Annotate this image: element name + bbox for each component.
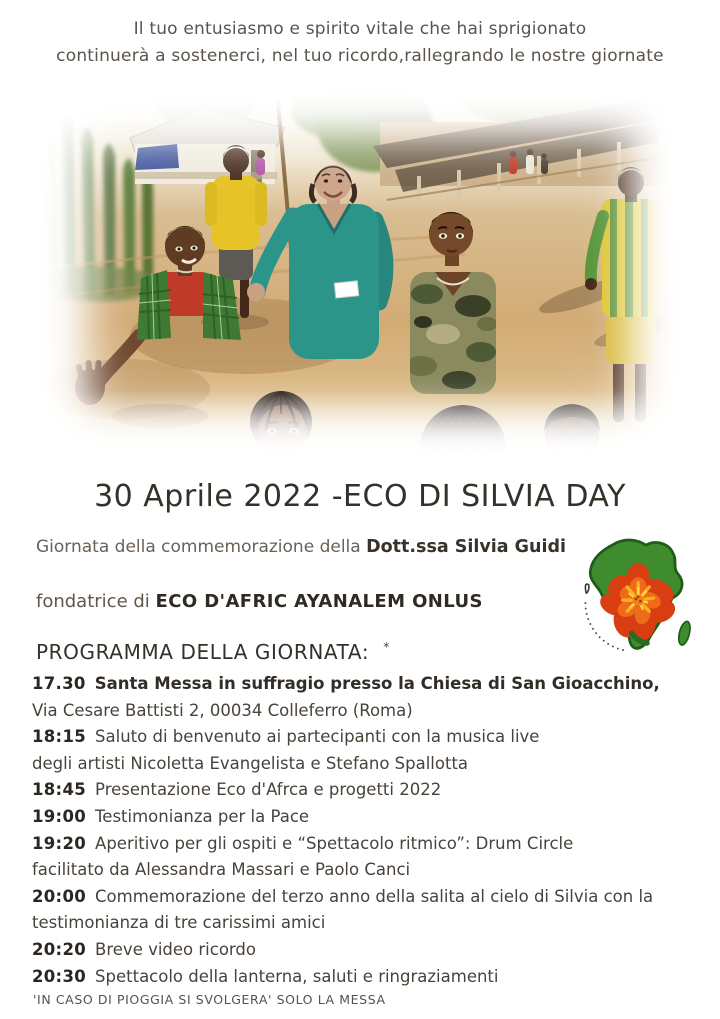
program-time: 20:00 (32, 886, 87, 906)
program-item (32, 724, 714, 777)
program-time: 17.30 (32, 674, 86, 693)
program-text: Santa Messa in suffragio presso la Chiesa di San Gioacchino, (94, 674, 660, 693)
memorial-photo (35, 84, 685, 470)
quote-line-1: Il tuo entusiasmo e spirito vitale che hai sprigionato (133, 19, 587, 39)
program-text: Spettacolo della lanterna, saluti e ringraziamenti (95, 966, 499, 986)
program-text: Saluto di benvenuto ai partecipanti con la musica live (95, 727, 540, 747)
program-note-asterisk: * (383, 640, 390, 655)
program-item (32, 777, 714, 804)
program-item (32, 937, 714, 964)
program-text-continued: facilitato da Alessandra Massari e Paolo Canci (32, 860, 411, 880)
program-time: 19:00 (32, 806, 87, 826)
program-text-continued: degli artisti Nicoletta Evangelista e Stefano Spallotta (32, 753, 469, 773)
subtitle-text: Giornata della commemorazione della (36, 537, 367, 557)
program-time: 19:20 (32, 833, 87, 853)
program-text-continued: Via Cesare Battisti 2, 00034 Colleferro (Roma) (32, 700, 413, 720)
program-heading-text: PROGRAMMA DELLA GIORNATA: (36, 640, 370, 664)
program-item (32, 804, 714, 831)
program-item (32, 884, 714, 937)
quote-line-2: continuerà a sostenerci, nel tuo ricordo,rallegrando le nostre giornate (56, 46, 664, 67)
program-text: Presentazione Eco d'Afrca e progetti 2022 (95, 780, 442, 800)
program-text: Breve video ricordo (95, 939, 256, 959)
program-time: 18:45 (32, 780, 87, 800)
photo-illustration (35, 84, 685, 470)
program-text: Aperitivo per gli ospiti e “Spettacolo ritmico”: Drum Circle (95, 833, 574, 853)
distant-child (256, 150, 265, 175)
program-text-continued: testimonianza di tre carissimi amici (32, 913, 326, 933)
founder-text: fondatrice di (36, 591, 156, 612)
memorial-quote (10, 16, 710, 70)
org-name: ECO D'AFRIC AYANALEM ONLUS (155, 591, 483, 612)
program-text: Commemorazione del terzo anno della salita al cielo di Silvia con la (95, 886, 654, 906)
program-time: 18:15 (32, 727, 87, 747)
program-text: Testimonianza per la Pace (95, 806, 310, 826)
program-item (32, 671, 714, 724)
eco-dafric-logo (570, 536, 702, 660)
rain-notice: 'IN CASO DI PIOGGIA SI SVOLGERA' SOLO LA MESSA (33, 992, 386, 1007)
program-heading (36, 640, 390, 664)
program-time: 20:20 (32, 939, 87, 959)
program-list (32, 671, 714, 990)
event-subtitle (36, 537, 566, 557)
founder-line (36, 591, 483, 612)
program-item (32, 831, 714, 884)
program-time: 20:30 (32, 966, 87, 986)
honoree-name: Dott.ssa Silvia Guidi (366, 537, 567, 557)
program-item (32, 964, 714, 991)
event-title: 30 Aprile 2022 -ECO DI SILVIA DAY (94, 479, 626, 514)
